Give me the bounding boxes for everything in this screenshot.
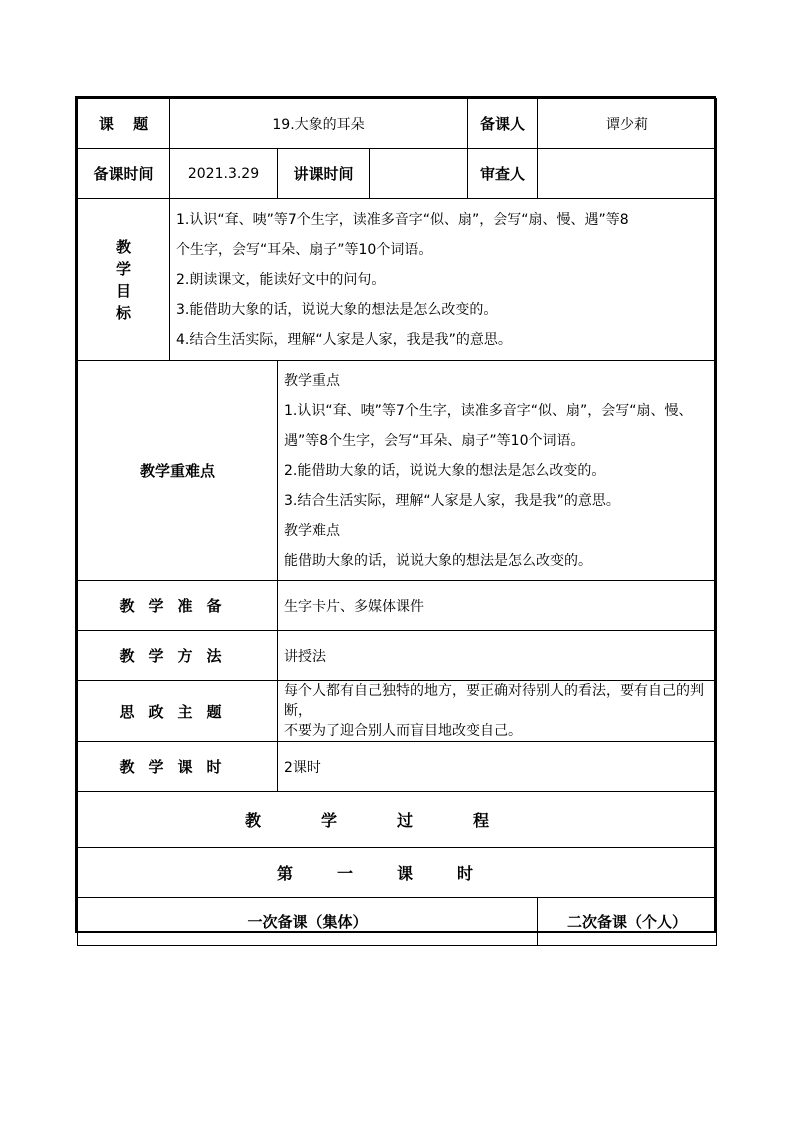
process-title-row bbox=[78, 792, 717, 848]
process-title: 教学过程 bbox=[78, 792, 717, 848]
header-row-topic bbox=[78, 99, 717, 149]
goal-line: 3.能借助大象的话，说说大象的想法是怎么改变的。 bbox=[176, 301, 498, 318]
key-point-line: 2.能借助大象的话，说说大象的想法是怎么改变的。 bbox=[284, 462, 606, 479]
prep-value: 生字卡片、多媒体课件 bbox=[278, 581, 717, 631]
lecture-time-label: 讲课时间 bbox=[278, 149, 370, 199]
lesson-title: 第一课时 bbox=[78, 848, 717, 898]
ideology-label: 思政主题 bbox=[78, 681, 278, 742]
lesson-plan-table bbox=[77, 98, 717, 946]
goals-label-char: 教 bbox=[115, 237, 131, 256]
goals-content bbox=[170, 199, 717, 361]
method-label: 教学方法 bbox=[78, 631, 278, 681]
header-row-time bbox=[78, 149, 717, 199]
key-points-row bbox=[78, 361, 717, 581]
key-point-line: 能借助大象的话，说说大象的想法是怎么改变的。 bbox=[284, 552, 592, 569]
key-point-line: 1.认识“耷、咦”等7个生字，读准多音字“似、扇”，会写“扇、慢、 bbox=[284, 402, 693, 419]
key-point-line: 教学重点 bbox=[284, 372, 340, 389]
key-point-line: 遇”等8个生字，会写“耳朵、扇子”等10个词语。 bbox=[284, 432, 585, 449]
key-point-line: 3.结合生活实际，理解“人家是人家，我是我”的意思。 bbox=[284, 492, 620, 509]
topic-value: 19.大象的耳朵 bbox=[170, 99, 468, 149]
key-points-content bbox=[278, 361, 717, 581]
method-row bbox=[78, 631, 717, 681]
lesson-title-row bbox=[78, 848, 717, 898]
goals-label bbox=[78, 199, 170, 361]
prep-columns-row bbox=[78, 898, 717, 946]
goal-line: 2.朗读课文，能读好文中的问句。 bbox=[176, 271, 386, 288]
goals-label-char: 标 bbox=[115, 303, 131, 322]
goals-label-char: 学 bbox=[115, 259, 131, 278]
prep-row bbox=[78, 581, 717, 631]
reviewer-value bbox=[538, 149, 717, 199]
preparer-value: 谭少莉 bbox=[538, 99, 717, 149]
goal-line: 1.认识“耷、咦”等7个生字，读准多音字“似、扇”，会写“扇、慢、遇”等8 bbox=[176, 211, 629, 228]
ideology-line: 不要为了迎合别人而盲目地改变自己。 bbox=[284, 723, 522, 739]
goals-row bbox=[78, 199, 717, 361]
hours-row bbox=[78, 742, 717, 792]
hours-label: 教学课时 bbox=[78, 742, 278, 792]
prep-time-value: 2021.3.29 bbox=[170, 149, 278, 199]
method-value: 讲授法 bbox=[278, 631, 717, 681]
topic-label: 课 题 bbox=[78, 99, 170, 149]
ideology-content bbox=[278, 681, 717, 742]
reviewer-label: 审查人 bbox=[468, 149, 538, 199]
lesson-plan-sheet bbox=[75, 96, 716, 933]
ideology-row bbox=[78, 681, 717, 742]
goal-line: 个生字，会写“耳朵、扇子”等10个词语。 bbox=[176, 241, 433, 258]
key-point-line: 教学难点 bbox=[284, 522, 340, 539]
preparer-label: 备课人 bbox=[468, 99, 538, 149]
prep-time-label: 备课时间 bbox=[78, 149, 170, 199]
prep-label: 教学准备 bbox=[78, 581, 278, 631]
collective-prep-header: 一次备课（集体） bbox=[78, 898, 538, 946]
key-points-label: 教学重难点 bbox=[78, 361, 278, 581]
individual-prep-header: 二次备课（个人） bbox=[538, 898, 717, 946]
lecture-time-value bbox=[370, 149, 468, 199]
goal-line: 4.结合生活实际，理解“人家是人家，我是我”的意思。 bbox=[176, 331, 512, 348]
hours-value: 2课时 bbox=[278, 742, 717, 792]
goals-label-char: 目 bbox=[115, 281, 131, 300]
ideology-line: 每个人都有自己独特的地方，要正确对待别人的看法，要有自己的判断， bbox=[284, 683, 704, 719]
